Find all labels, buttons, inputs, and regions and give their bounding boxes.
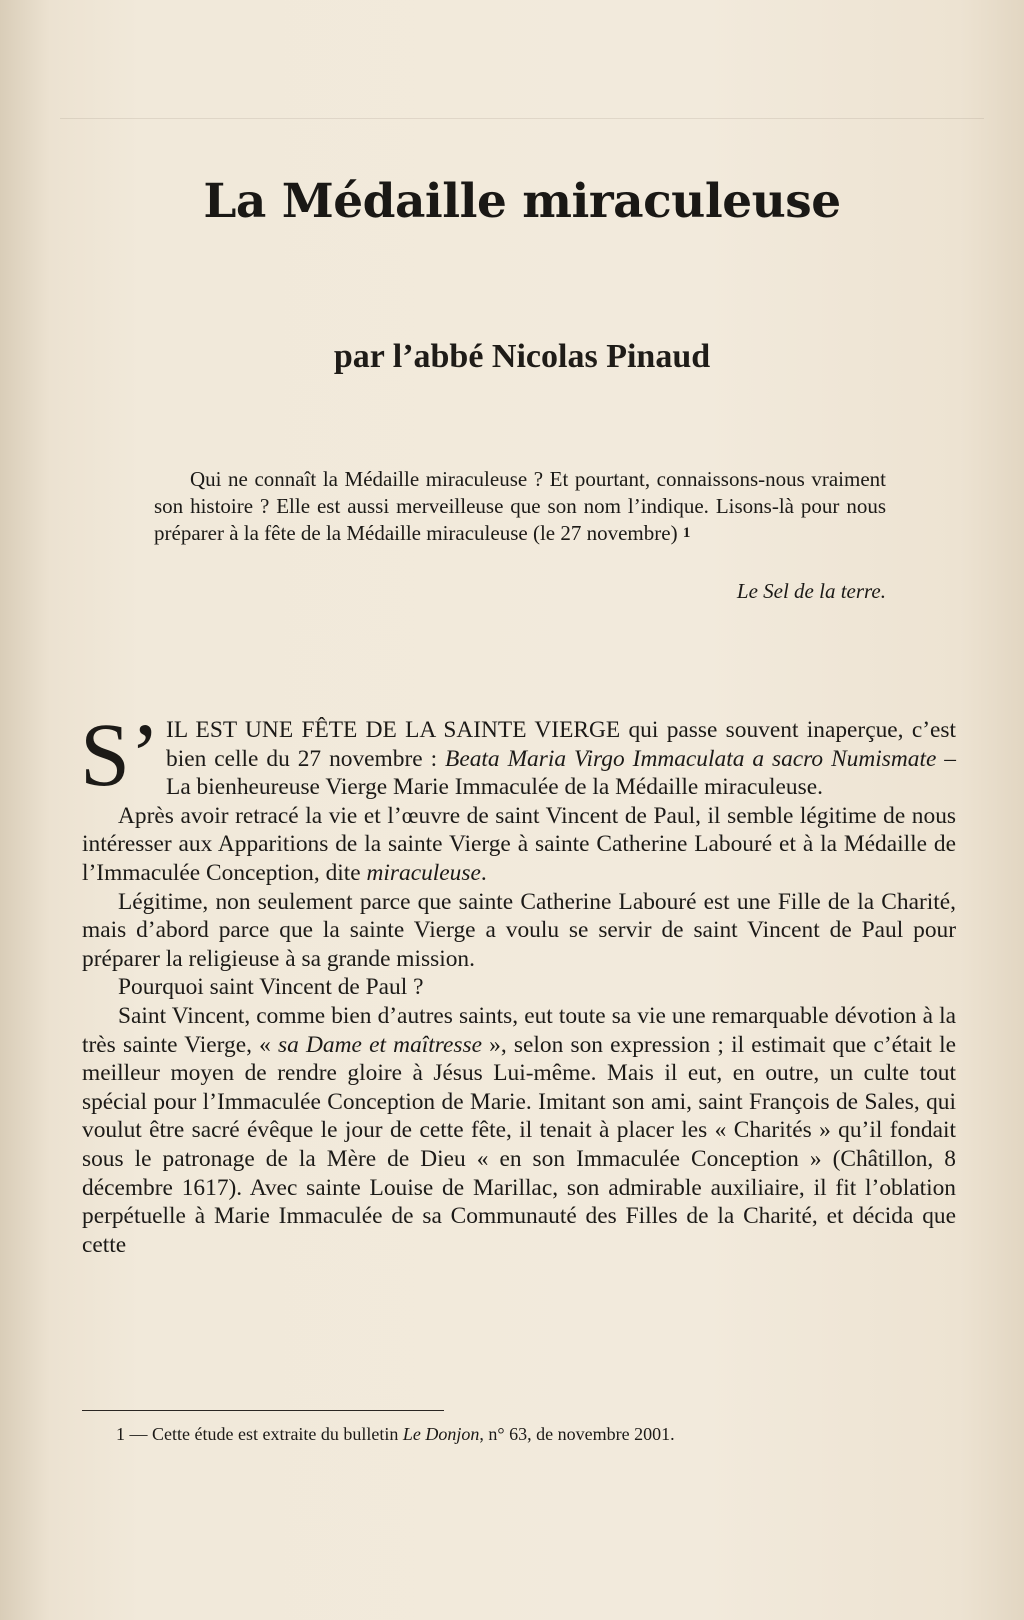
drop-cap: S’ — [80, 706, 161, 805]
body-paragraph: Après avoir retracé la vie et l’œuvre de saint Vincent de Paul, il semble légitime de nous intéresser aux Apparitions de la sainte Vierge à sainte Catherine Labouré et à la Médaille de l’Immaculée Conception, dite miraculeuse. — [82, 802, 956, 886]
footnote-number: 1 — [116, 1424, 125, 1444]
article-title: La Médaille miraculeuse — [203, 174, 841, 229]
body-paragraph: Pourquoi saint Vincent de Paul ? — [118, 974, 424, 1001]
latin-title: Beata Maria Virgo Immaculata a sacro Numismate — [445, 745, 937, 772]
intro-paragraph — [154, 466, 886, 550]
footnote-ref: 1 — [682, 525, 691, 541]
body-paragraph: Légitime, non seulement parce que sainte Catherine Labouré est une Fille de la Charité, mais d’abord parce que la sainte Vierge a voulu se servir de saint Vincent de Paul pour préparer la religieuse à sa grande mission. — [82, 888, 956, 972]
intro-source: Le Sel de la terre. — [736, 579, 886, 603]
intro-text: Qui ne connaît la Médaille miraculeuse ? Et pourtant, connaissons-nous vraiment son histoire ? Elle est aussi merveilleuse que son nom l’indique. Lisons-là pour nous préparer à la fête de la Médaille miraculeuse (le 27 novembre) — [154, 467, 886, 545]
body-paragraph: Saint Vincent, comme bien d’autres saints, eut toute sa vie une remarquable dévotion à la très sainte Vierge, « sa Dame et maîtresse », selon son expression ; il estimait que c’était le meilleur moyen de rendre gloire à Jésus Lui-même. Mais il eut, en outre, un culte tout spécial pour l’Immaculée Conception de Marie. Imitant son ami, saint François de Sales, qui voulut être sacré évêque le jour de cette fête, il tenait à placer les « Charités » qu’il fondait sous le patronage de la Mère de Dieu « en son Immaculée Conception » (Châtillon, 8 décembre 1617). Avec sainte Louise de Marillac, son admirable auxiliaire, il fit l’oblation perpétuelle à Marie Immaculée de sa Communauté des Filles de la Charité, et décida que cette — [82, 1002, 957, 1258]
footnote-rule — [82, 1410, 444, 1411]
body-paragraph: S’ IL EST UNE FÊTE DE LA SAINTE VIERGE qui passe souvent inaperçue, c’est bien celle du 27 novembre : Beata Maria Virgo Immaculata a sacro Numismate – La bienheureuse Vierge Marie Immaculée de la Médaille miraculeuse. — [80, 706, 957, 805]
article-author: par l’abbé Nicolas Pinaud — [333, 338, 711, 375]
small-caps-lead: IL EST UNE FÊTE DE LA SAINTE VIERGE — [166, 717, 621, 743]
footnote: 1 — Cette étude est extraite du bulletin Le Donjon, n° 63, de novembre 2001. — [116, 1424, 675, 1444]
article-body — [80, 706, 957, 1259]
show-through-header — [60, 88, 984, 119]
